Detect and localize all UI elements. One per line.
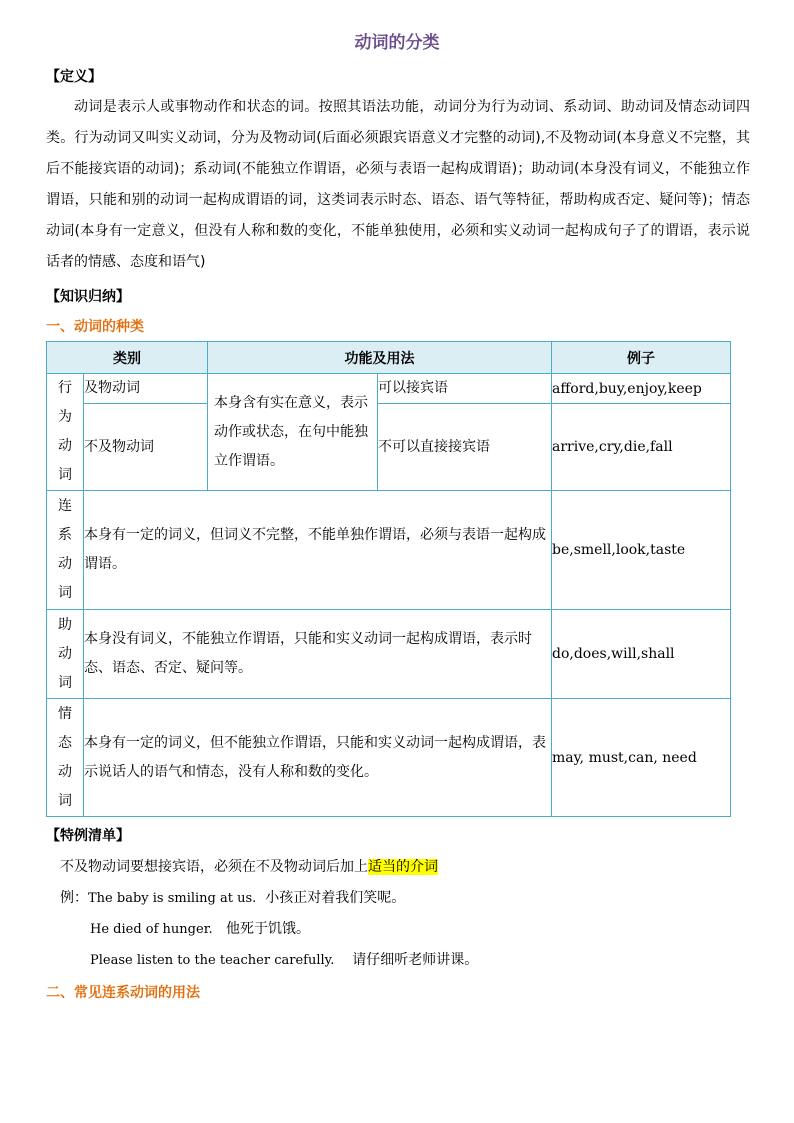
example-modal: may, must,can, need: [552, 699, 731, 817]
table-row: [47, 374, 731, 404]
special-rule-highlight: 适当的介词: [368, 859, 438, 875]
example-en: He died of hunger.: [90, 922, 213, 937]
category-modal: 情 态 动 词: [47, 699, 84, 817]
category-linking: 连 系 动 词: [47, 491, 84, 610]
action-shared-usage: 本身含有实在意义，表示动作或状态，在句中能独立作谓语。: [208, 374, 378, 491]
section-2-heading: 二、常见连系动词的用法: [46, 985, 200, 1001]
usage-intransitive: 不可以直接接宾语: [378, 404, 552, 491]
usage-transitive: 可以接宾语: [378, 374, 552, 404]
category-auxiliary: 助 动 词: [47, 610, 84, 699]
special-rule: [60, 856, 438, 876]
header-example: 例子: [552, 342, 731, 374]
example-line-1: [60, 887, 405, 907]
table-row: [47, 404, 731, 491]
example-en: The baby is smiling at us.: [88, 891, 257, 906]
auxiliary-usage: 本身没有词义，不能独立作谓语，只能和实义动词一起构成谓语，表示时态、语态、否定、疑问等。: [84, 610, 552, 699]
knowledge-heading: 【知识归纳】: [46, 289, 130, 305]
example-label: 例：: [60, 890, 88, 906]
page-title: 动词的分类: [354, 33, 440, 53]
category-action: 行 为 动 词: [47, 374, 84, 491]
linking-usage: 本身有一定的词义，但词义不完整，不能单独作谓语，必须与表语一起构成谓语。: [84, 491, 552, 610]
subcategory-intransitive: 不及物动词: [84, 404, 208, 491]
example-zh: 请仔细听老师讲课。: [352, 952, 479, 968]
table-row: [47, 491, 731, 610]
modal-usage: 本身有一定的词义，但不能独立作谓语，只能和实义动词一起构成谓语，表示说话人的语气和情态，没有人称和数的变化。: [84, 699, 552, 817]
table-row: [47, 699, 731, 817]
special-rule-text: 不及物动词要想接宾语，必须在不及物动词后加上: [60, 859, 368, 875]
example-en: Please listen to the teacher carefully.: [90, 953, 335, 968]
example-zh: 小孩正对着我们笑呢。: [265, 890, 406, 906]
example-intransitive: arrive,cry,die,fall: [552, 404, 731, 491]
header-usage: 功能及用法: [208, 342, 552, 374]
example-line-2: [90, 918, 310, 938]
example-transitive: afford,buy,enjoy,keep: [552, 374, 731, 404]
table-header-row: [47, 342, 731, 374]
example-auxiliary: do,does,will,shall: [552, 610, 731, 699]
example-linking: be,smell,look,taste: [552, 491, 731, 610]
definition-heading: 【定义】: [46, 69, 102, 85]
table-row: [47, 610, 731, 699]
definition-text: 动词是表示人或事物动作和状态的词。按照其语法功能，动词分为行为动词、系动词、助动词及情态动词四类。行为动词又叫实义动词，分为及物动词(后面必须跟宾语意义才完整的动词),不及物动词(本身意义不完整，其后不能接宾语的动词)；系动词(不能独立作谓语，必须与表语一起构成谓语)；助动词(本身没有词义，不能独立作谓语，只能和别的动词一起构成谓语的词，这类词表示时态、语态、语气等特征，帮助构成否定、疑问等)；情态动词(本身有一定意义，但没有人称和数的变化，不能单独使用，必须和实义动词一起构成句子了的谓语，表示说话者的情感、态度和语气): [46, 99, 750, 270]
example-zh: 他死于饥饿。: [225, 921, 310, 937]
header-category: 类别: [47, 342, 208, 374]
subcategory-transitive: 及物动词: [84, 374, 208, 404]
verb-types-table: [46, 341, 731, 817]
section-1-heading: 一、动词的种类: [46, 319, 144, 335]
example-line-3: [90, 949, 478, 969]
special-heading: 【特例清单】: [46, 828, 130, 844]
